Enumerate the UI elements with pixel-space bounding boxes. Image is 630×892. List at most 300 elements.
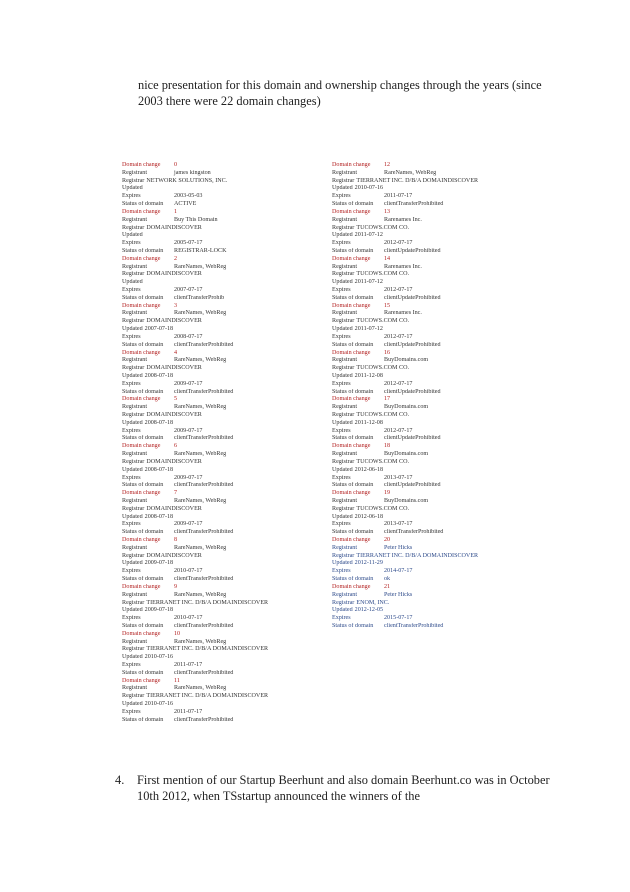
record-label: Expires xyxy=(122,662,141,668)
record-value: 2012-07-17 xyxy=(384,427,413,434)
record-label: Domain change xyxy=(122,490,161,497)
record-value: clientTransferProhibited xyxy=(174,435,234,442)
domain-change-row xyxy=(122,678,362,686)
record-value: 2012-11-29 xyxy=(354,560,383,567)
record-label: Updated xyxy=(122,279,143,286)
record-label: Updated xyxy=(332,279,353,286)
record-label: Expires xyxy=(122,615,141,622)
record-value: DOMAINDISCOVER xyxy=(146,318,202,325)
record-label: Status of domain xyxy=(122,576,164,583)
record-label: Registrar xyxy=(122,646,145,653)
domain-record-row xyxy=(122,225,362,233)
domain-record-row xyxy=(122,201,362,209)
domain-record-row xyxy=(332,295,572,303)
domain-record-row xyxy=(122,287,362,295)
domain-change-row xyxy=(122,209,362,217)
record-label: Domain change xyxy=(332,208,371,215)
record-value: BuyDomains.com xyxy=(384,357,429,364)
record-value: james kingston xyxy=(174,169,211,176)
record-value: 14 xyxy=(384,255,391,262)
record-value: clientTransferProhibited xyxy=(174,716,234,723)
domain-record-row xyxy=(122,451,362,459)
record-label: Expires xyxy=(332,240,351,247)
record-label: Expires xyxy=(332,427,351,434)
domain-record-row xyxy=(122,545,362,553)
record-value: TUCOWS.COM CO. xyxy=(356,224,409,231)
record-label: Domain change xyxy=(122,396,161,403)
domain-change-row xyxy=(332,490,572,498)
record-label: Registrar xyxy=(122,224,145,231)
record-value: 18 xyxy=(384,443,391,450)
record-value: RareNames, WebReg xyxy=(174,591,227,598)
domain-record-row xyxy=(332,193,572,201)
record-label: Registrar xyxy=(332,412,355,418)
record-value: Rarenames Inc. xyxy=(384,216,422,223)
record-value: 2003-05-03 xyxy=(174,193,203,200)
record-value: 2015-07-17 xyxy=(384,615,413,622)
record-label: Updated xyxy=(122,607,143,614)
record-label: Updated xyxy=(332,607,353,614)
record-value: 8 xyxy=(174,537,178,543)
record-value: NETWORK SOLUTIONS, INC. xyxy=(146,177,228,184)
record-label: Status of domain xyxy=(332,576,374,583)
record-value: DOMAINDISCOVER xyxy=(146,412,202,418)
record-label: Domain change xyxy=(332,490,371,497)
domain-change-row xyxy=(122,303,362,311)
record-value: RareNames, WebReg xyxy=(174,451,227,458)
record-value: 2012-07-17 xyxy=(384,287,413,293)
record-value: 2012-12-05 xyxy=(354,607,384,614)
record-label: Status of domain xyxy=(332,294,374,301)
list-item-4 xyxy=(115,772,555,804)
record-value: REGISTRAR-LOCK xyxy=(174,247,227,254)
record-value: 11 xyxy=(174,677,180,684)
record-label: Registrant xyxy=(122,497,148,504)
record-value: TIERRANET INC. D/B/A DOMAINDISCOVER xyxy=(146,693,269,700)
domain-record-row xyxy=(122,295,362,303)
record-value: 0 xyxy=(174,162,178,168)
record-label: Status of domain xyxy=(332,482,374,489)
record-value: 17 xyxy=(384,396,391,403)
record-label: Registrant xyxy=(122,216,148,223)
domain-change-row xyxy=(122,443,362,451)
record-label: Status of domain xyxy=(122,435,164,442)
domain-record-row xyxy=(122,240,362,248)
domain-record-row xyxy=(122,553,362,561)
record-label: Domain change xyxy=(332,162,371,168)
record-value: 2008-07-17 xyxy=(174,333,203,340)
record-label: Registrant xyxy=(122,404,148,411)
record-value: TUCOWS.COM CO. xyxy=(356,412,409,418)
domain-record-row xyxy=(122,193,362,201)
domain-record-row xyxy=(332,514,572,522)
domain-record-row xyxy=(332,310,572,318)
domain-change-row xyxy=(122,396,362,404)
domain-record-row xyxy=(332,342,572,350)
record-label: Registrar xyxy=(332,365,355,372)
record-value: Rarenames Inc. xyxy=(384,310,422,317)
record-label: Registrar xyxy=(332,224,355,231)
record-label: Status of domain xyxy=(332,388,374,395)
domain-record-row xyxy=(332,178,572,186)
record-label: Registrar xyxy=(122,458,145,465)
record-value: 2011-07-17 xyxy=(174,708,203,715)
record-value: 2009-07-17 xyxy=(174,380,203,387)
record-value: 2010-07-17 xyxy=(174,568,203,575)
record-value: 2012-06-18 xyxy=(354,513,384,520)
domain-record-row xyxy=(332,521,572,529)
record-label: Updated xyxy=(332,419,353,426)
record-value: BuyDomains.com xyxy=(384,451,429,458)
record-label: Status of domain xyxy=(122,669,164,676)
record-value: TUCOWS.COM CO. xyxy=(356,505,409,512)
record-label: Domain change xyxy=(332,537,371,543)
domain-record-row xyxy=(332,560,572,568)
record-label: Registrant xyxy=(122,544,148,551)
record-value: 2008-07-18 xyxy=(144,419,174,426)
record-label: Updated xyxy=(122,654,143,661)
record-value: 2012-06-18 xyxy=(354,466,384,473)
record-label: Domain change xyxy=(122,208,161,215)
record-value: 13 xyxy=(384,208,391,215)
domain-record-row xyxy=(122,560,362,568)
record-label: Updated xyxy=(332,560,353,567)
record-value: clientTransferProhibited xyxy=(384,529,444,536)
record-value: ENOM, INC. xyxy=(356,599,390,606)
domain-record-row xyxy=(332,287,572,295)
record-label: Registrant xyxy=(332,169,358,176)
record-label: Registrar xyxy=(122,271,145,278)
record-value: 2009-07-17 xyxy=(174,427,203,434)
record-label: Status of domain xyxy=(332,247,374,254)
record-label: Updated xyxy=(122,372,143,379)
record-value: Rarenames Inc. xyxy=(384,263,422,270)
record-label: Registrar xyxy=(122,412,145,418)
list-item-text: First mention of our Startup Beerhunt and also domain Beerhunt.co was in October 10th 2012, when TSstartup announced the winners of the xyxy=(137,773,550,803)
domain-record-row xyxy=(122,654,362,662)
record-value: 2 xyxy=(174,255,178,262)
record-value: TIERRANET INC. D/B/A DOMAINDISCOVER xyxy=(146,646,269,653)
record-value: RareNames, WebReg xyxy=(174,263,227,270)
domain-record-row xyxy=(332,482,572,490)
domain-record-row xyxy=(332,607,572,615)
domain-record-row xyxy=(122,615,362,623)
domain-record-row xyxy=(332,248,572,256)
domain-record-row xyxy=(332,264,572,272)
record-label: Status of domain xyxy=(122,716,164,723)
domain-record-row xyxy=(122,404,362,412)
domain-change-row xyxy=(332,350,572,358)
record-value: 3 xyxy=(174,302,178,309)
record-value: DOMAINDISCOVER xyxy=(146,552,202,559)
domain-record-row xyxy=(122,568,362,576)
record-value: 2010-07-16 xyxy=(354,185,384,192)
record-value: clientUpdateProhibited xyxy=(384,294,441,301)
record-label: Domain change xyxy=(122,302,161,309)
record-value: TUCOWS.COM CO. xyxy=(356,271,409,278)
record-label: Registrant xyxy=(122,263,148,270)
record-label: Updated xyxy=(122,326,143,333)
record-value: clientTransferProhibited xyxy=(384,201,444,208)
record-value: 2007-07-18 xyxy=(144,326,174,333)
domain-record-row xyxy=(122,170,362,178)
domain-record-row xyxy=(122,592,362,600)
domain-record-row xyxy=(122,467,362,475)
record-label: Updated xyxy=(122,513,143,520)
record-value: Peter Hicks xyxy=(384,591,413,598)
record-label: Status of domain xyxy=(122,482,164,489)
domain-record-row xyxy=(332,475,572,483)
record-value: Buy This Domain xyxy=(174,216,218,223)
record-value: clientTransferProhibited xyxy=(174,669,234,676)
record-label: Expires xyxy=(122,474,141,481)
domain-record-row xyxy=(122,662,362,670)
domain-change-row xyxy=(332,303,572,311)
domain-history-left-column xyxy=(122,162,362,725)
domain-record-row xyxy=(332,365,572,373)
domain-record-row xyxy=(122,373,362,381)
record-value: 19 xyxy=(384,490,391,497)
domain-record-row xyxy=(122,701,362,709)
record-value: 16 xyxy=(384,349,391,356)
record-label: Expires xyxy=(332,474,351,481)
record-label: Expires xyxy=(122,521,141,528)
record-label: Domain change xyxy=(332,349,371,356)
record-label: Expires xyxy=(122,333,141,340)
domain-record-row xyxy=(332,217,572,225)
domain-record-row xyxy=(332,170,572,178)
record-label: Domain change xyxy=(122,162,161,168)
record-value: clientTransferProhib xyxy=(174,294,225,301)
domain-history-right-column xyxy=(332,162,572,631)
domain-record-row xyxy=(122,482,362,490)
record-label: Status of domain xyxy=(332,341,374,348)
intro-paragraph: nice presentation for this domain and ownership changes through the years (since 2003 there were 22 domain changes) xyxy=(138,78,542,108)
record-label: Domain change xyxy=(332,396,371,403)
record-value: 15 xyxy=(384,302,391,309)
domain-change-row xyxy=(122,490,362,498)
record-label: Expires xyxy=(332,568,351,575)
record-value: TIERRANET INC. D/B/A DOMAINDISCOVER xyxy=(356,552,479,559)
record-label: Domain change xyxy=(122,255,161,262)
record-value: DOMAINDISCOVER xyxy=(146,458,202,465)
domain-record-row xyxy=(332,553,572,561)
record-label: Status of domain xyxy=(122,341,164,348)
record-value: clientUpdateProhibited xyxy=(384,435,441,442)
record-label: Registrant xyxy=(122,591,148,598)
domain-record-row xyxy=(122,600,362,608)
record-label: Status of domain xyxy=(332,201,374,208)
record-value: 12 xyxy=(384,162,391,168)
record-value: clientTransferProhibited xyxy=(174,388,234,395)
record-label: Domain change xyxy=(122,443,161,450)
record-label: Expires xyxy=(332,193,351,200)
domain-record-row xyxy=(122,639,362,647)
record-label: Registrar xyxy=(332,271,355,278)
record-value: 6 xyxy=(174,443,178,450)
record-label: Registrar xyxy=(122,505,145,512)
record-label: Registrar xyxy=(332,505,355,512)
record-value: 2008-07-18 xyxy=(144,466,174,473)
record-value: 2012-07-17 xyxy=(384,333,413,340)
record-label: Registrant xyxy=(332,404,358,411)
record-label: Updated xyxy=(122,560,143,567)
domain-record-row xyxy=(122,428,362,436)
record-value: clientTransferProhibited xyxy=(384,622,444,629)
domain-record-row xyxy=(332,435,572,443)
record-label: Status of domain xyxy=(122,247,164,254)
domain-record-row xyxy=(122,498,362,506)
record-value: clientTransferProhibited xyxy=(174,341,234,348)
domain-record-row xyxy=(122,248,362,256)
record-value: 2013-07-17 xyxy=(384,474,413,481)
record-value: TIERRANET INC. D/B/A DOMAINDISCOVER xyxy=(356,177,479,184)
record-value: 2011-12-08 xyxy=(354,419,383,426)
record-label: Domain change xyxy=(332,255,371,262)
domain-change-row xyxy=(332,162,572,170)
domain-record-row xyxy=(122,185,362,193)
record-label: Registrant xyxy=(332,216,358,223)
domain-record-row xyxy=(122,279,362,287)
domain-record-row xyxy=(332,506,572,514)
record-label: Registrant xyxy=(122,310,148,317)
record-value: 2011-07-12 xyxy=(354,232,383,239)
record-label: Updated xyxy=(122,185,143,192)
record-value: 2009-07-17 xyxy=(174,474,203,481)
domain-record-row xyxy=(122,232,362,240)
domain-record-row xyxy=(122,514,362,522)
domain-record-row xyxy=(332,271,572,279)
record-label: Updated xyxy=(332,466,353,473)
record-label: Registrar xyxy=(332,318,355,325)
domain-record-row xyxy=(332,615,572,623)
domain-record-row xyxy=(122,607,362,615)
record-label: Updated xyxy=(122,232,143,239)
record-label: Registrant xyxy=(122,685,148,692)
record-label: Updated xyxy=(332,232,353,239)
record-label: Registrar xyxy=(122,365,145,372)
domain-record-row xyxy=(332,279,572,287)
record-value: RareNames, WebReg xyxy=(174,310,227,317)
record-value: clientUpdateProhibited xyxy=(384,388,441,395)
domain-record-row xyxy=(122,310,362,318)
record-label: Domain change xyxy=(122,583,161,590)
domain-record-row xyxy=(122,357,362,365)
record-label: Status of domain xyxy=(122,388,164,395)
record-label: Updated xyxy=(122,701,143,708)
record-value: 5 xyxy=(174,396,178,403)
domain-record-row xyxy=(332,623,572,631)
domain-record-row xyxy=(332,357,572,365)
record-label: Updated xyxy=(332,513,353,520)
domain-change-row xyxy=(122,537,362,545)
record-label: Status of domain xyxy=(122,529,164,536)
record-value: clientTransferProhibited xyxy=(174,576,234,583)
record-label: Registrant xyxy=(332,357,358,364)
domain-record-row xyxy=(332,467,572,475)
record-label: Status of domain xyxy=(332,435,374,442)
record-value: BuyDomains.com xyxy=(384,497,429,504)
domain-record-row xyxy=(122,623,362,631)
record-label: Expires xyxy=(122,380,141,387)
record-label: Registrar xyxy=(332,599,355,606)
record-value: 4 xyxy=(174,349,178,356)
record-label: Status of domain xyxy=(332,529,374,536)
record-label: Registrant xyxy=(122,638,148,645)
record-label: Expires xyxy=(122,568,141,575)
domain-record-row xyxy=(122,318,362,326)
record-label: Registrant xyxy=(122,357,148,364)
record-label: Expires xyxy=(122,708,141,715)
record-label: Updated xyxy=(122,419,143,426)
domain-record-row xyxy=(332,576,572,584)
record-label: Registrant xyxy=(332,310,358,317)
domain-record-row xyxy=(122,529,362,537)
record-value: 2011-07-17 xyxy=(384,193,413,200)
record-label: Registrar xyxy=(332,552,355,559)
domain-record-row xyxy=(122,685,362,693)
record-value: 2010-07-16 xyxy=(144,654,174,661)
record-value: clientTransferProhibited xyxy=(174,529,234,536)
domain-record-row xyxy=(332,498,572,506)
record-value: BuyDomains.com xyxy=(384,404,429,411)
record-value: 9 xyxy=(174,583,178,590)
domain-record-row xyxy=(332,568,572,576)
record-value: 10 xyxy=(174,630,181,637)
domain-change-row xyxy=(332,256,572,264)
record-value: 2013-07-17 xyxy=(384,521,413,528)
record-label: Domain change xyxy=(332,443,371,450)
record-value: 21 xyxy=(384,583,391,590)
record-value: 2008-07-18 xyxy=(144,372,174,379)
domain-record-row xyxy=(332,404,572,412)
record-value: TIERRANET INC. D/B/A DOMAINDISCOVER xyxy=(146,599,269,606)
domain-record-row xyxy=(332,529,572,537)
domain-record-row xyxy=(122,326,362,334)
domain-record-row xyxy=(122,271,362,279)
record-label: Expires xyxy=(122,287,141,293)
record-value: RareNames, WebReg xyxy=(174,544,227,551)
domain-record-row xyxy=(122,389,362,397)
domain-record-row xyxy=(122,334,362,342)
domain-record-row xyxy=(122,178,362,186)
record-value: RareNames, WebReg xyxy=(174,638,227,645)
domain-record-row xyxy=(332,326,572,334)
domain-change-row xyxy=(122,350,362,358)
record-value: TUCOWS.COM CO. xyxy=(356,365,409,372)
record-label: Updated xyxy=(332,326,353,333)
record-label: Expires xyxy=(332,380,351,387)
domain-change-row xyxy=(332,396,572,404)
record-value: clientUpdateProhibited xyxy=(384,341,441,348)
domain-record-row xyxy=(332,389,572,397)
record-value: 2005-07-17 xyxy=(174,240,203,247)
record-value: 2010-07-16 xyxy=(144,701,174,708)
domain-record-row xyxy=(122,693,362,701)
record-label: Registrant xyxy=(122,169,148,176)
domain-record-row xyxy=(332,232,572,240)
record-value: RareNames, WebReg xyxy=(174,404,227,411)
domain-record-row xyxy=(122,217,362,225)
record-value: clientTransferProhibited xyxy=(174,622,234,629)
domain-change-row xyxy=(332,443,572,451)
record-value: 2009-07-18 xyxy=(144,607,174,614)
record-label: Domain change xyxy=(332,583,371,590)
record-value: RareNames, WebReg xyxy=(174,497,227,504)
domain-change-row xyxy=(332,209,572,217)
domain-change-row xyxy=(122,584,362,592)
record-label: Updated xyxy=(332,185,353,192)
